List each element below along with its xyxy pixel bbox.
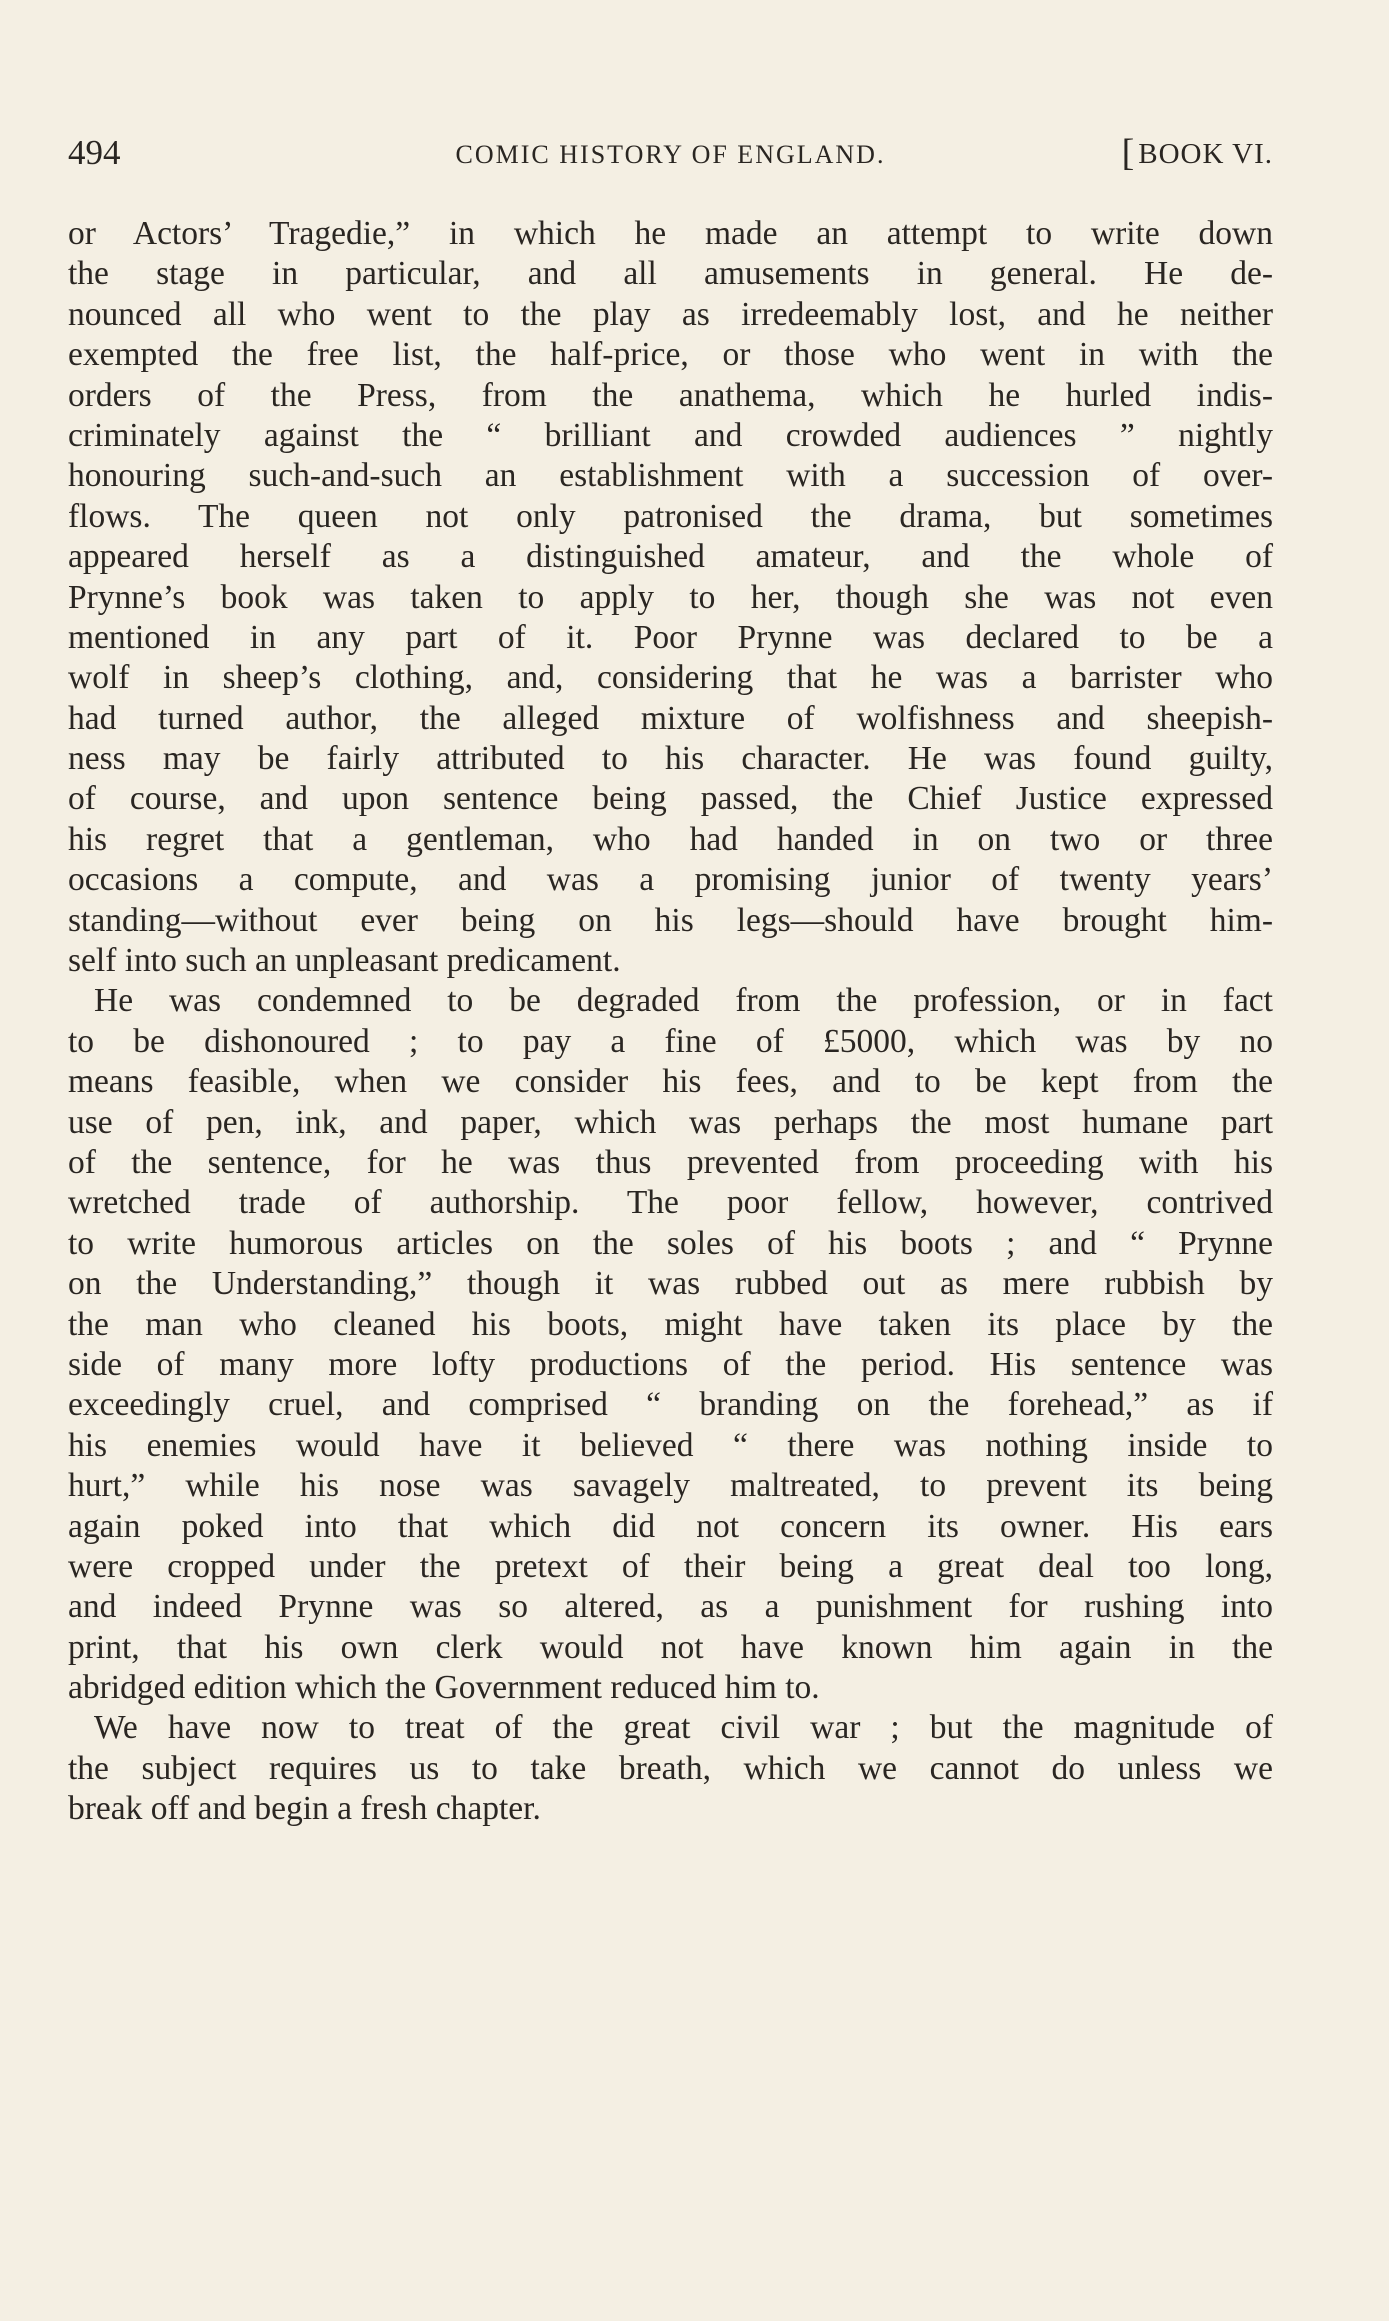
- text-line: appeared herself as a distinguished amateur, and the whole of: [68, 538, 1273, 576]
- text-line: honouring such-and-such an establishment with a succession of over-: [68, 457, 1273, 495]
- body-text: [68, 214, 1273, 1830]
- text-line: again poked into that which did not concern its owner. His ears: [68, 1507, 1273, 1545]
- text-line: his enemies would have it believed “ there was nothing inside to: [68, 1426, 1273, 1464]
- text-line: flows. The queen not only patronised the drama, but sometimes: [68, 497, 1273, 535]
- text-line: had turned author, the alleged mixture of wolfishness and sheepish-: [68, 699, 1273, 737]
- text-line: criminately against the “ brilliant and crowded audiences ” nightly: [68, 416, 1273, 454]
- text-line: print, that his own clerk would not have known him again in the: [68, 1628, 1273, 1666]
- text-line: or Actors’ Tragedie,” in which he made an attempt to write down: [68, 215, 1273, 252]
- text-line: mentioned in any part of it. Poor Prynne was declared to be a: [68, 618, 1273, 656]
- text-line: exceedingly cruel, and comprised “ branding on the forehead,” as if: [68, 1386, 1273, 1424]
- text-line: the stage in particular, and all amusements in general. He de-: [68, 255, 1273, 293]
- text-line: were cropped under the pretext of their being a great deal too long,: [68, 1547, 1273, 1585]
- text-line: self into such an unpleasant predicament.: [68, 942, 621, 980]
- page-number: 494: [68, 133, 121, 172]
- paragraph-3: [68, 1708, 1273, 1829]
- text-line: exempted the free list, the half-price, or those who went in with the: [68, 336, 1273, 374]
- text-line: wretched trade of authorship. The poor fellow, however, contrived: [68, 1184, 1273, 1222]
- book-bracket: [: [1121, 132, 1136, 174]
- text-line: ness may be fairly attributed to his character. He was found guilty,: [68, 740, 1273, 778]
- text-line: hurt,” while his nose was savagely maltreated, to prevent its being: [68, 1467, 1273, 1505]
- text-line: means feasible, when we consider his fees, and to be kept from the: [68, 1063, 1273, 1101]
- paragraph-1: [68, 214, 1273, 981]
- book-label: BOOK VI.: [1138, 138, 1273, 170]
- text-line: Prynne’s book was taken to apply to her, though she was not even: [68, 578, 1273, 616]
- text-line: the man who cleaned his boots, might have taken its place by the: [68, 1305, 1273, 1343]
- text-line: orders of the Press, from the anathema, which he hurled indis-: [68, 376, 1273, 414]
- text-line: to be dishonoured ; to pay a fine of £5000, which was by no: [68, 1022, 1273, 1060]
- text-line: on the Understanding,” though it was rubbed out as mere rubbish by: [68, 1265, 1273, 1303]
- text-line: to write humorous articles on the soles of his boots ; and “ Prynne: [68, 1224, 1273, 1262]
- running-head: [68, 128, 1273, 178]
- text-line: his regret that a gentleman, who had handed in on two or three: [68, 820, 1273, 858]
- text-line: wolf in sheep’s clothing, and, considering that he was a barrister who: [68, 659, 1273, 697]
- text-line: of course, and upon sentence being passed, the Chief Justice expressed: [68, 780, 1273, 818]
- book-number: [1122, 128, 1273, 179]
- text-line: use of pen, ink, and paper, which was perhaps the most humane part: [68, 1103, 1273, 1141]
- text-line: We have now to treat of the great civil war ; but the magnitude of: [94, 1709, 1273, 1747]
- text-line: nounced all who went to the play as irredeemably lost, and he neither: [68, 295, 1273, 333]
- text-line: of the sentence, for he was thus prevented from proceeding with his: [68, 1143, 1273, 1181]
- text-line: and indeed Prynne was so altered, as a punishment for rushing into: [68, 1588, 1273, 1626]
- text-line: abridged edition which the Government reduced him to.: [68, 1669, 820, 1707]
- text-line: the subject requires us to take breath, which we cannot do unless we: [68, 1749, 1273, 1787]
- paragraph-2: [68, 981, 1273, 1708]
- text-line: standing—without ever being on his legs—should have brought him-: [68, 901, 1273, 939]
- text-line: side of many more lofty productions of the period. His sentence was: [68, 1345, 1273, 1383]
- text-line: break off and begin a fresh chapter.: [68, 1790, 541, 1828]
- text-line: occasions a compute, and was a promising junior of twenty years’: [68, 861, 1273, 899]
- running-title: COMIC HISTORY OF ENGLAND.: [455, 140, 886, 169]
- text-line: He was condemned to be degraded from the profession, or in fact: [94, 982, 1273, 1020]
